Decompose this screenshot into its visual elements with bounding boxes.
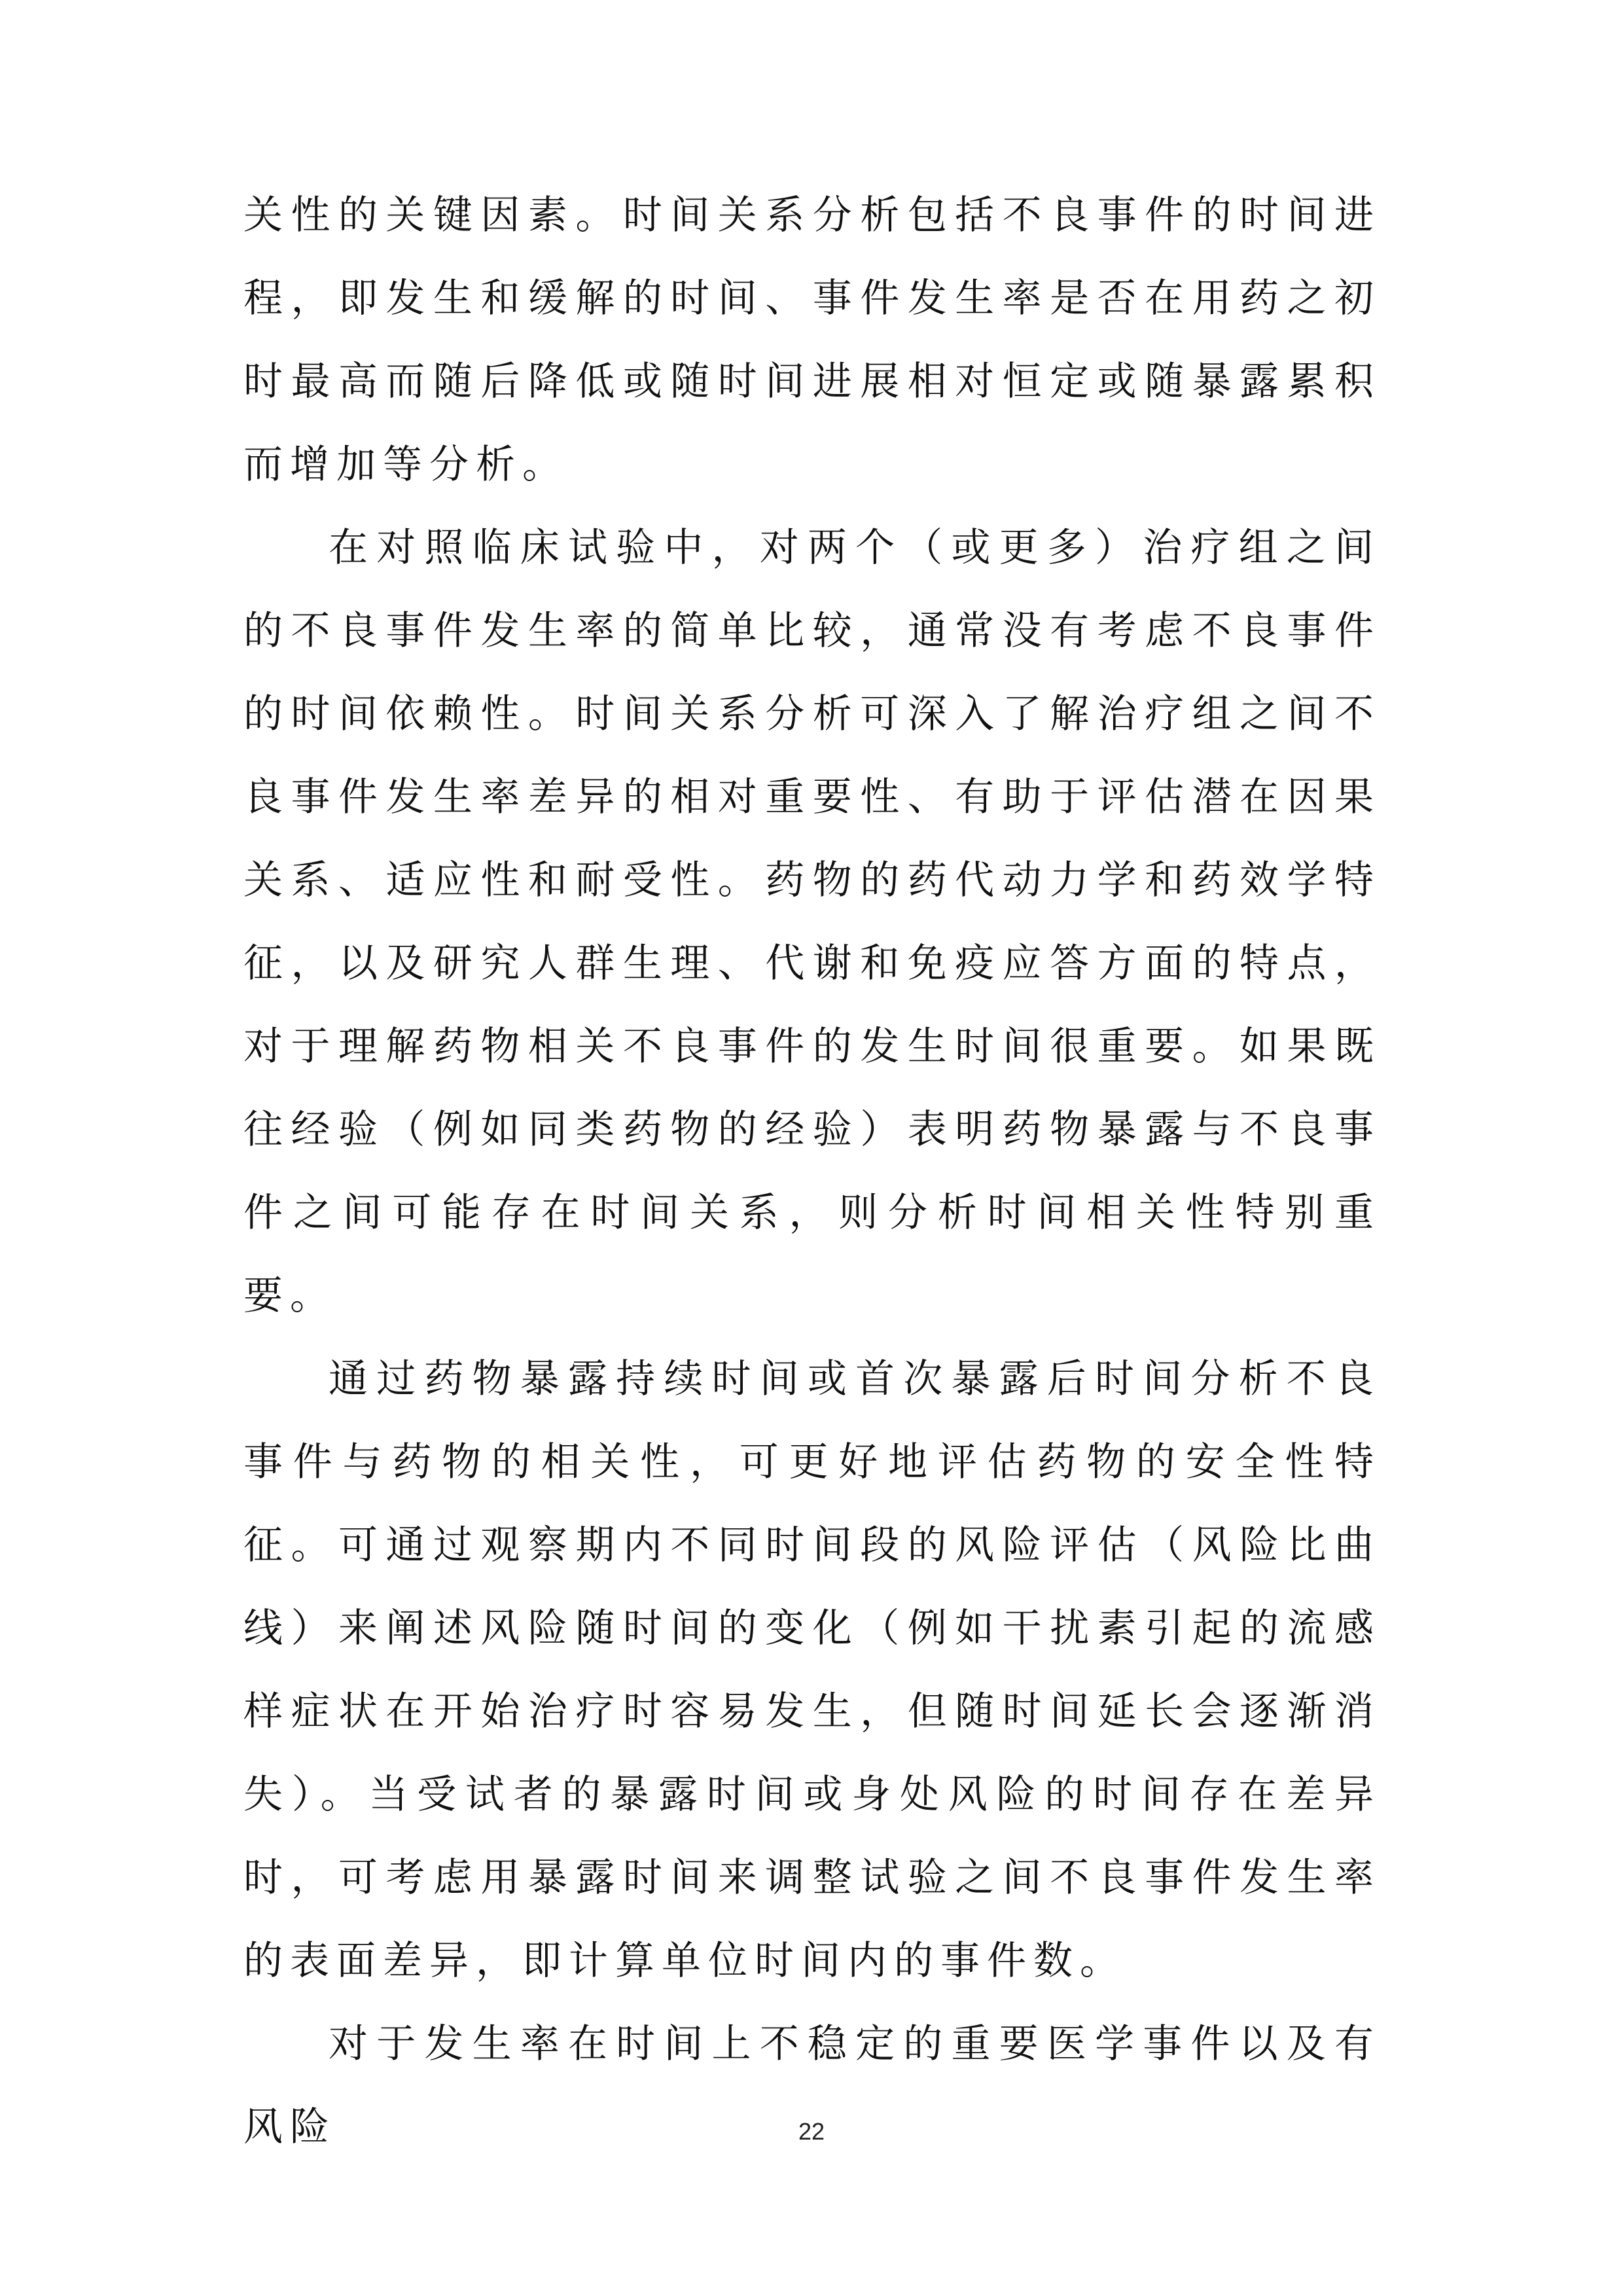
paragraph-continuation: 关性的关键因素。时间关系分析包括不良事件的时间进程，即发生和缓解的时间、事件发生率是否在用药之初时最高而随后降低或随时间进展相对恒定或随暴露累积而增加等分析。 [243,192,1381,488]
paragraph-exposure-duration: 通过药物暴露持续时间或首次暴露后时间分析不良事件与药物的相关性，可更好地评估药物的安全性特征。可通过观察期内不同时间段的风险评估（风险比曲线）来阐述风险随时间的变化（例如干扰素引起的流感样症状在开始治疗时容易发生，但随时间延长会逐渐消失）。当受试者的暴露时间或身处风险的时间存在差异时，可考虑用暴露时间来调整试验之间不良事件发生率的表面差异，即计算单位时间内的事件数。 [243,1356,1381,1984]
body-text [243,174,1381,2169]
paragraph-unstable-incidence: 对于发生率在时间上不稳定的重要医学事件以及有风险 [243,2021,1381,2150]
paragraph-controlled-trials: 在对照临床试验中，对两个（或更多）治疗组之间的不良事件发生率的简单比较，通常没有考虑不良事件的时间依赖性。时间关系分析可深入了解治疗组之间不良事件发生率差异的相对重要性、有助于评估潜在因果关系、适应性和耐受性。药物的药代动力学和药效学特征，以及研究人群生理、代谢和免疫应答方面的特点，对于理解药物相关不良事件的发生时间很重要。如果既往经验（例如同类药物的经验）表明药物暴露与不良事件之间可能存在时间关系，则分析时间相关性特别重要。 [243,525,1381,1319]
page-number: 22 [798,2118,825,2145]
